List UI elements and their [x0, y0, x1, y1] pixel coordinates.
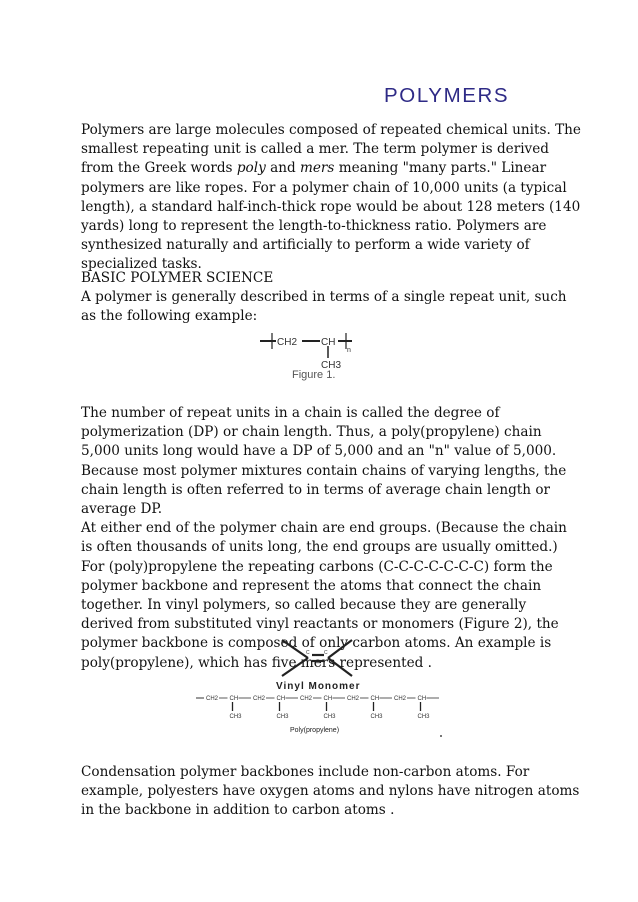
fig2-backbone-unit: CH — [323, 696, 333, 702]
fig2-backbone-unit: CH2 — [300, 696, 313, 702]
intro-italic-poly: poly — [236, 160, 266, 177]
page-title: POLYMERS — [384, 84, 510, 107]
intro-italic-mers: mers — [299, 160, 335, 177]
fig2-backbone-unit: CH2 — [253, 696, 266, 702]
fig2-substituent: CH3 — [229, 714, 242, 720]
end-group-paragraph: At either end of the polymer chain are end groups. (Because the chain is often thousands of units long, the end groups are usually omitted.) For (poly)propylene the repeating carbons (C-C-C-C-C-C-C) form the polymer backbone and represent the atoms that connect the chain together. In vinyl polymers, so called because they are generally derived from substituted vinyl reactants or monomers (Figure 2), the polymer backbone is composed of only carbon atoms. An example is poly(propylene), which has five mers represented . — [81, 520, 567, 671]
fig2-chain-label: Poly(propylene) — [290, 727, 340, 734]
intro-text-c: meaning "many parts." Linear polymers are like ropes. For a polymer chain of 10,000 units (a typical length), a standard half-inch-thick rope would be about 128 meters (140 yards) long to represent the length-to-thickness ratio. Polymers are synthesized naturally and artificially to perform a wide variety of specialized tasks. — [81, 160, 581, 273]
fig1-ch3-label: CH3 — [321, 360, 342, 371]
dp-paragraph: The number of repeat units in a chain is called the degree of polymerization (DP) or chain length. Thus, a poly(propylene) chain 5,000 units long would have a DP of 5,000 and an "n" value of 5,000. Because most polymer mixtures contain chains of varying lengths, the chain length is often referred to in terms of average chain length or average DP. — [81, 405, 567, 518]
intro-paragraph — [81, 121, 581, 275]
fig2-backbone-unit: CH — [417, 696, 427, 702]
fig2-backbone-unit: CH2 — [206, 696, 219, 702]
figure-2-vinyl-monomer — [190, 632, 445, 740]
fig2-substituent: CH3 — [417, 714, 430, 720]
fig2-backbone-unit: CH — [229, 696, 239, 702]
fig2-substituent: CH3 — [323, 714, 336, 720]
fig1-ch2-label: CH2 — [277, 337, 298, 348]
fig2-backbone-unit: CH — [276, 696, 286, 702]
fig2-substituent: CH3 — [276, 714, 289, 720]
fig2-monomer-label: Vinyl Monomer — [276, 681, 361, 692]
intro-text-a: Polymers are large molecules composed of repeated chemical units. The smallest repeating unit is called a mer. The term polymer is derived from the Greek words — [81, 122, 581, 177]
intro-text-b: and — [265, 160, 300, 177]
fig2-carbon-left: C — [306, 650, 310, 656]
fig1-n-label: n — [347, 347, 351, 354]
section-heading: BASIC POLYMER SCIENCE — [81, 270, 274, 286]
fig2-chain — [206, 696, 439, 720]
section-paragraph: A polymer is generally described in terms of a single repeat unit, such as the following example: — [81, 289, 567, 325]
stray-mark — [440, 735, 442, 737]
fig2-carbon-right: C — [324, 650, 328, 656]
fig2-backbone-unit: CH — [370, 696, 380, 702]
condensation-paragraph: Condensation polymer backbones include non-carbon atoms. For example, polyesters have oxygen atoms and nylons have nitrogen atoms in the backbone in addition to carbon atoms . — [81, 764, 580, 819]
fig2-substituent: CH3 — [370, 714, 383, 720]
fig2-backbone-unit: CH2 — [347, 696, 360, 702]
fig1-ch-label: CH — [321, 337, 336, 348]
fig2-backbone-unit: CH2 — [394, 696, 407, 702]
figure-1-caption: Figure 1. — [292, 369, 336, 381]
